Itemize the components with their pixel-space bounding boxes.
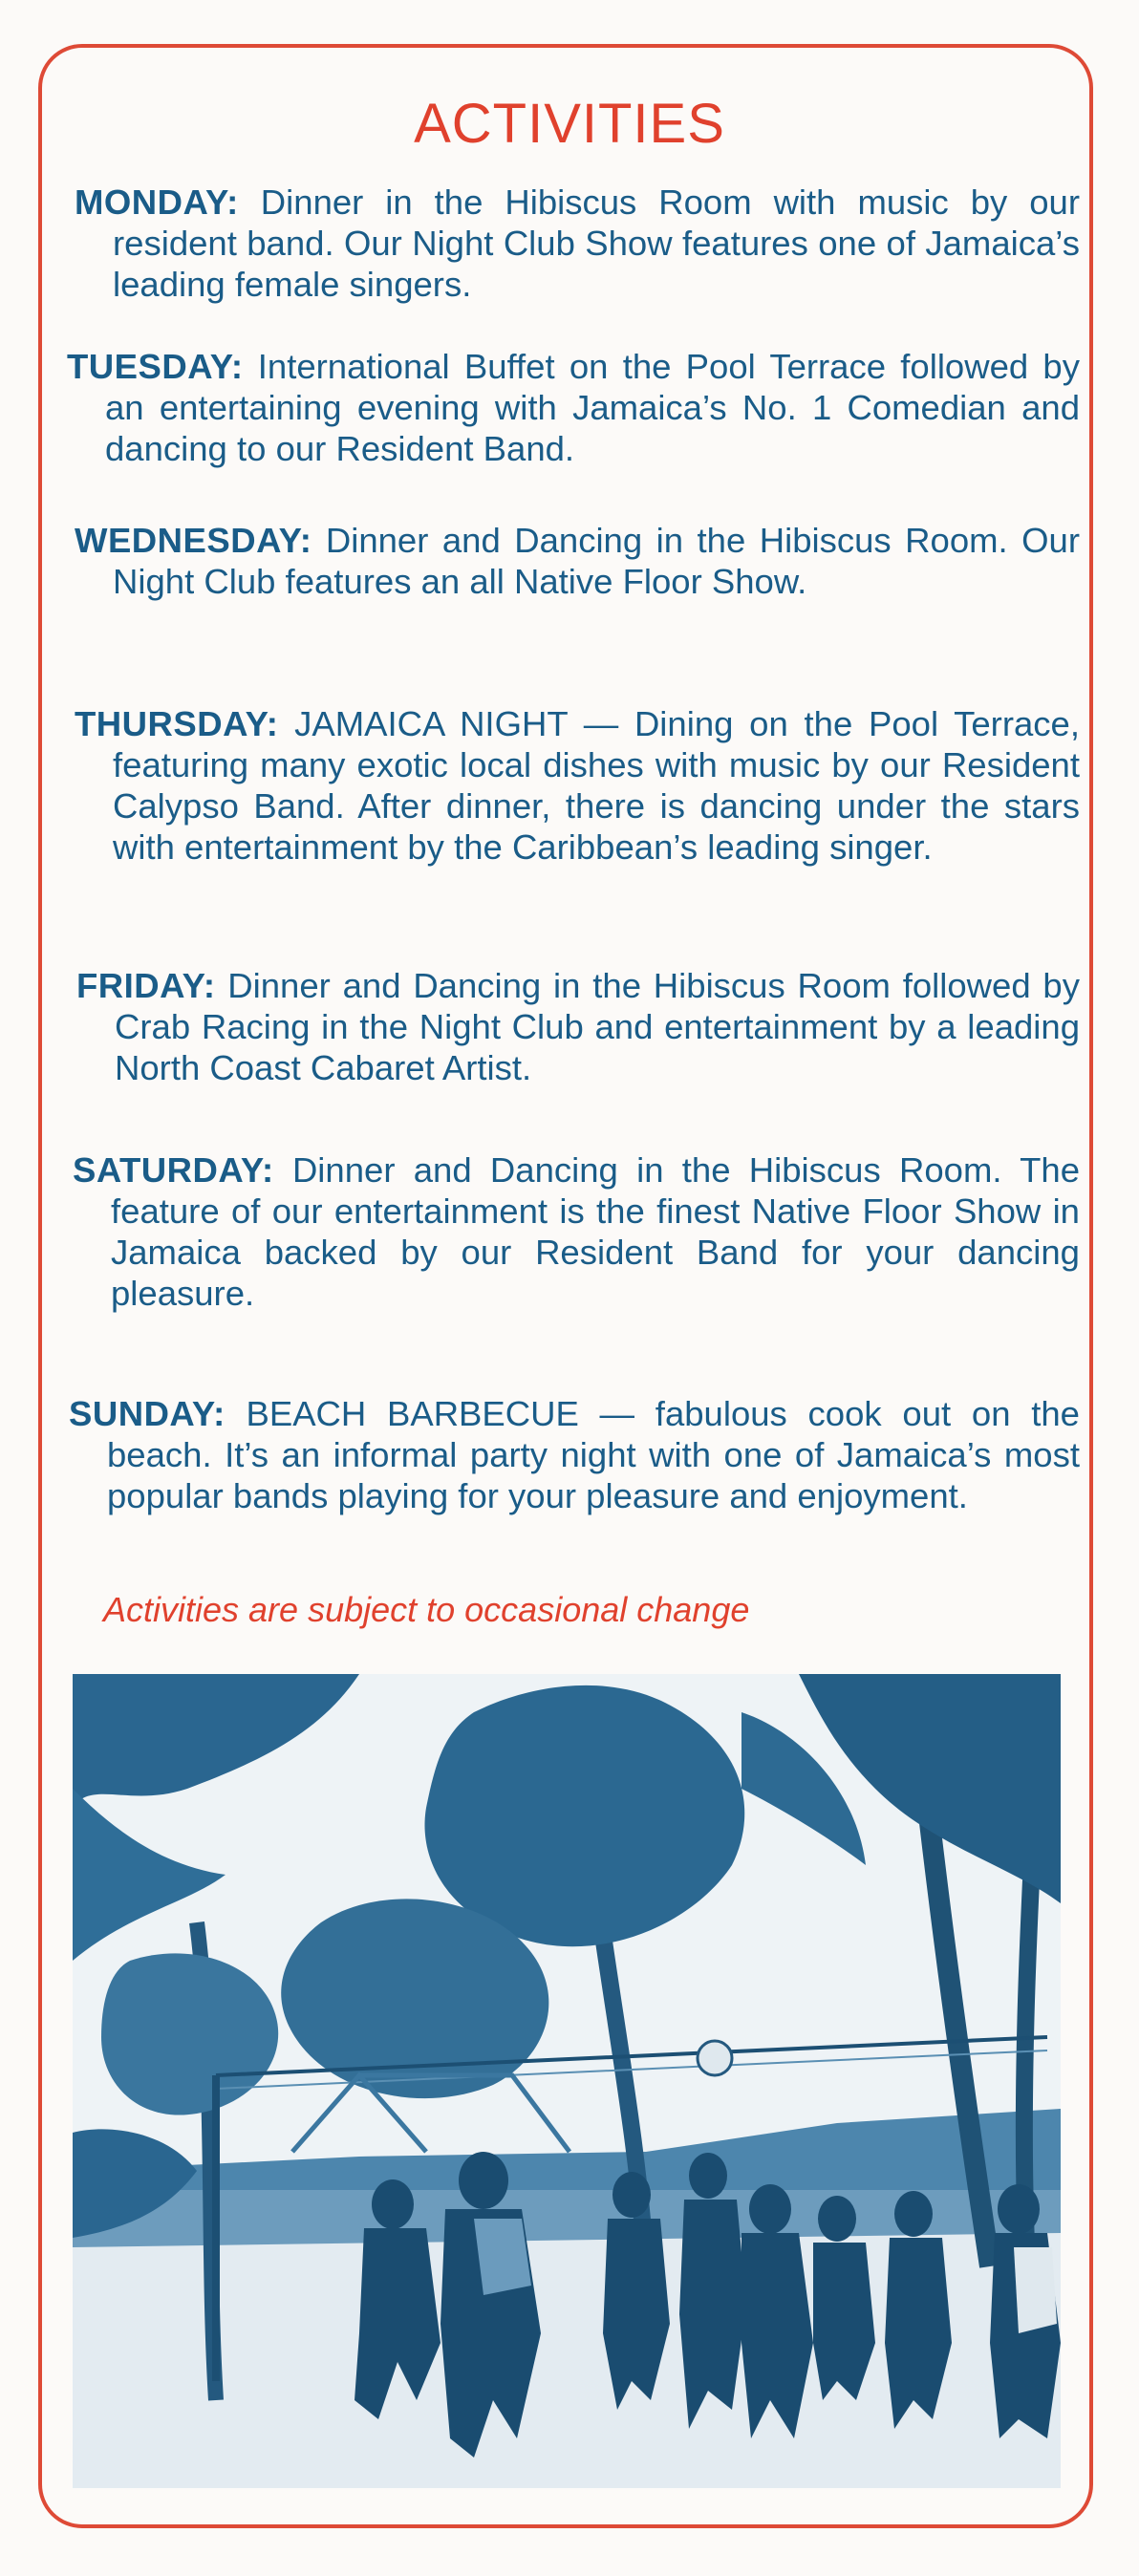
entry-text: Dinner in the Hibiscus Room with music by our resident band. Our Night Club Show features one of Jamaica’s leading female singers.	[113, 182, 1080, 304]
day-label: SUNDAY	[69, 1394, 214, 1433]
entry-wednesday: WEDNESDAY: Dinner and Dancing in the Hibiscus Room. Our Night Club features an all Native Floor Show.	[75, 521, 1080, 601]
entry-text: Dinner and Dancing in the Hibiscus Room followed by Crab Racing in the Night Club and entertainment by a leading North Coast Cabaret Artist.	[115, 966, 1080, 1087]
day-label: THURSDAY	[75, 704, 267, 743]
entry-saturday: SATURDAY: Dinner and Dancing in the Hibiscus Room. The feature of our entertainment is the finest Native Floor Show in Jamaica backed by our Resident Band for your dancing pleasure.	[73, 1150, 1080, 1313]
entry-monday: MONDAY: Dinner in the Hibiscus Room with music by our resident band. Our Night Club Show features one of Jamaica’s leading female singers.	[75, 182, 1080, 304]
entry-text: BEACH BARBECUE — fabulous cook out on the beach. It’s an informal party night with one of Jamaica’s most popular bands playing for your pleasure and enjoyment.	[107, 1394, 1080, 1515]
entry-thursday: THURSDAY: JAMAICA NIGHT — Dining on the Pool Terrace, featuring many exotic local dishes with music by our Resident Calypso Band. After dinner, there is dancing under the stars with entertainment by the Caribbean’s leading singer.	[75, 704, 1080, 867]
entry-text: Dinner and Dancing in the Hibiscus Room. Our Night Club features an all Native Floor Show.	[113, 521, 1080, 601]
entry-friday: FRIDAY: Dinner and Dancing in the Hibiscus Room followed by Crab Racing in the Night Club and entertainment by a leading North Coast Cabaret Artist.	[76, 966, 1080, 1087]
day-label: TUESDAY	[67, 347, 231, 386]
day-label: MONDAY	[75, 182, 227, 222]
entry-text: JAMAICA NIGHT — Dining on the Pool Terrace, featuring many exotic local dishes with music by our Resident Calypso Band. After dinner, there is dancing under the stars with entertainment by the Caribbean’s leading singer.	[113, 704, 1080, 867]
day-label: WEDNESDAY	[75, 521, 300, 560]
beach-volleyball-photo	[73, 1674, 1061, 2488]
entry-tuesday: TUESDAY: International Buffet on the Pool Terrace followed by an entertaining evening with Jamaica’s No. 1 Comedian and dancing to our Resident Band.	[67, 347, 1080, 468]
entry-text: Dinner and Dancing in the Hibiscus Room. The feature of our entertainment is the finest Native Floor Show in Jamaica backed by our Resident Band for your dancing pleasure.	[111, 1150, 1080, 1313]
schedule-change-note: Activities are subject to occasional change	[103, 1590, 750, 1629]
day-label: FRIDAY	[76, 966, 204, 1005]
day-label: SATURDAY	[73, 1150, 263, 1190]
entry-text: International Buffet on the Pool Terrace followed by an entertaining evening with Jamaica’s No. 1 Comedian and dancing to our Resident Band.	[105, 347, 1080, 468]
page-title: ACTIVITIES	[414, 93, 725, 155]
entry-sunday: SUNDAY: BEACH BARBECUE — fabulous cook out on the beach. It’s an informal party night with one of Jamaica’s most popular bands playing for your pleasure and enjoyment.	[69, 1394, 1080, 1515]
